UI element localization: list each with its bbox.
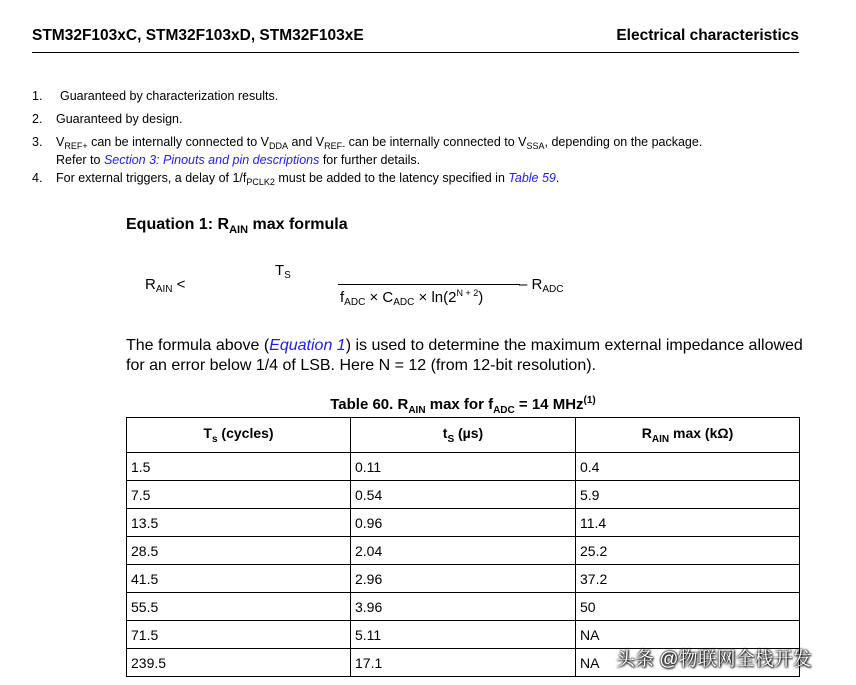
- footnote-text: For external triggers, a delay of $1/f_{PCLK2}$ must be added to the latency specified in Table 59.: [56, 171, 560, 187]
- formula-rhs: – $R_{ADC}$: [519, 276, 564, 295]
- cell-rain-max: 37.2: [576, 565, 800, 593]
- cell-ts-cycles: 239.5: [127, 649, 351, 677]
- table-row: [127, 537, 800, 565]
- footnote-text: $V_{REF+}$ can be internally connected to $V_{DDA}$ and $V_{REF-}$ can be internally connected to $V_{SSA}$, depending on the package. Refer to Section 3: Pinouts and pin descriptions for further details.: [56, 135, 703, 167]
- footnote-3: [32, 135, 792, 165]
- cell-rain-max: NA: [576, 649, 800, 677]
- column-header-ts-cycles: $T_s$ (cycles): [127, 418, 351, 453]
- cell-rain-max: 0.4: [576, 453, 800, 481]
- formula-lhs: $R_{AIN}$ <: [145, 276, 186, 295]
- cell-rain-max: NA: [576, 621, 800, 649]
- table-row: [127, 565, 800, 593]
- formula-denominator: $f_{ADC} \times C_{ADC} \times \ln(2^{N + 2})$: [340, 288, 484, 308]
- column-header-rain-max: $R_{AIN}$ max (kΩ): [576, 418, 800, 453]
- footnote-number: 3.: [32, 135, 43, 149]
- table-row: [127, 453, 800, 481]
- cell-rain-max: 25.2: [576, 537, 800, 565]
- rain-max-table: [126, 417, 800, 677]
- cell-ts-cycles: 7.5: [127, 481, 351, 509]
- table-row: [127, 593, 800, 621]
- cell-ts-cycles: 1.5: [127, 453, 351, 481]
- cell-ts-us: 2.96: [351, 565, 576, 593]
- cell-ts-us: 0.54: [351, 481, 576, 509]
- header-section-title: Electrical characteristics: [616, 27, 799, 44]
- cell-ts-us: 3.96: [351, 593, 576, 621]
- table-row: [127, 509, 800, 537]
- table-row: [127, 481, 800, 509]
- cell-ts-us: 2.04: [351, 537, 576, 565]
- header-product-title: STM32F103xC, STM32F103xD, STM32F103xE: [32, 27, 364, 44]
- cell-ts-us: 0.11: [351, 453, 576, 481]
- table-header-row: [127, 418, 800, 453]
- cell-ts-cycles: 28.5: [127, 537, 351, 565]
- cell-ts-us: 17.1: [351, 649, 576, 677]
- equation-1-link[interactable]: Equation 1: [269, 337, 346, 354]
- cell-ts-cycles: 71.5: [127, 621, 351, 649]
- equation-title: Equation 1: $R_{AIN}$ max formula: [126, 216, 348, 237]
- footnote-number: 1.: [32, 89, 43, 103]
- cell-rain-max: 11.4: [576, 509, 800, 537]
- cell-ts-cycles: 13.5: [127, 509, 351, 537]
- fraction-bar: [338, 284, 520, 285]
- footnote-text: Guaranteed by design.: [56, 112, 183, 126]
- cell-rain-max: 50: [576, 593, 800, 621]
- cell-ts-cycles: 55.5: [127, 593, 351, 621]
- cell-ts-us: 0.96: [351, 509, 576, 537]
- footnote-number: 2.: [32, 112, 43, 126]
- formula-numerator: $T_S$: [275, 262, 291, 281]
- page-header: [32, 26, 799, 53]
- explanation-paragraph: The formula above (Equation 1) is used to determine the maximum external impedance allowed for an error below 1/4 of LSB. Here N = 12 (from 12-bit resolution).: [126, 337, 803, 374]
- cell-ts-us: 5.11: [351, 621, 576, 649]
- footnote-number: 4.: [32, 171, 43, 185]
- cell-ts-cycles: 41.5: [127, 565, 351, 593]
- rain-formula: [145, 262, 564, 312]
- cell-rain-max: 5.9: [576, 481, 800, 509]
- footnote-text: Guaranteed by characterization results.: [60, 89, 279, 103]
- section-3-link[interactable]: Section 3: Pinouts and pin descriptions: [103, 153, 320, 167]
- watermark: 头条 @物联网全栈开发: [616, 649, 812, 670]
- table-59-link[interactable]: Table 59: [508, 171, 556, 185]
- column-header-ts-us: $t_S$ (µs): [351, 418, 576, 453]
- table-caption: Table 60. $R_{AIN}$ max for $f_{ADC} = 14$ MHz$^{(1)}$: [330, 395, 596, 416]
